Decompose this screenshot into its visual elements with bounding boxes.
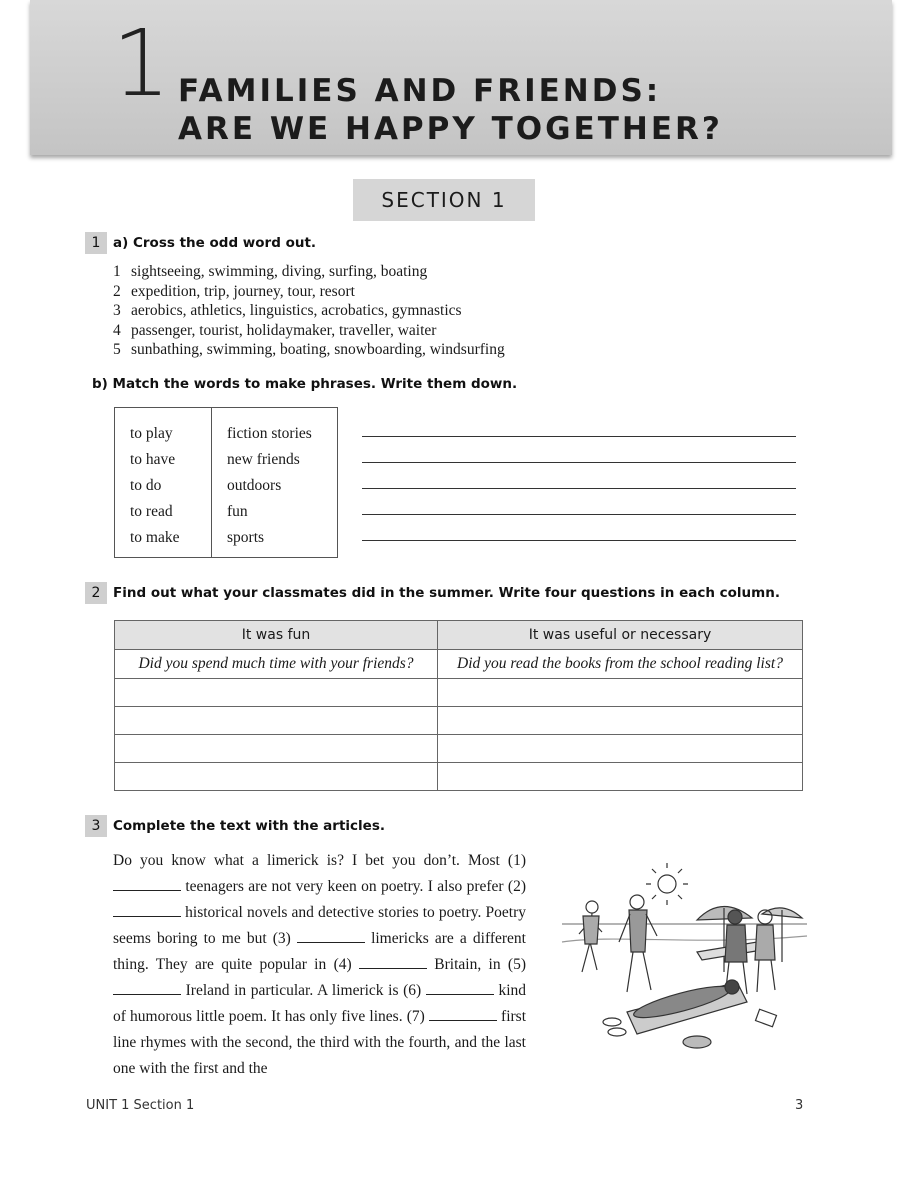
limerick-text: Do you know what a limerick is? I bet you don’t. Most (1) teenagers are not very keen on poetry. I also prefer (2) historical novels and detective stories to poetry. Poetry seems boring to me but (3) limericks are a different thing. They are quite popular in (4) Britain, in (5) Ireland in particular. A limerick is (6) kind of humorous little poem. It has only five lines. (7) first line rhymes with the second, the third with the fourth, and the last one with the first and the (113, 852, 527, 1077)
questions-table (114, 620, 803, 791)
blank-5[interactable] (113, 982, 181, 995)
table-header-row (115, 621, 803, 650)
example-question-fun: Did you spend much time with your friends? (115, 650, 438, 679)
table-row (115, 707, 803, 735)
list-item: 4 passenger, tourist, holidaymaker, traveller, waiter (113, 321, 437, 339)
exercise2-instruction: Find out what your classmates did in the summer. Write four questions in each column. (113, 585, 780, 601)
verb-item: to make (130, 529, 180, 546)
answer-cell[interactable] (438, 763, 803, 791)
column-header-useful: It was useful or necessary (438, 621, 803, 650)
answer-cell[interactable] (438, 735, 803, 763)
column-header-fun: It was fun (115, 621, 438, 650)
example-question-useful: Did you read the books from the school reading list? (438, 650, 803, 679)
answer-cell[interactable] (115, 679, 438, 707)
list-item: 1 sightseeing, swimming, diving, surfing, boating (113, 263, 428, 280)
verb-item: to do (130, 477, 162, 494)
noun-item: fiction stories (227, 425, 312, 442)
verb-item: to play (130, 425, 173, 442)
blank-7[interactable] (429, 1008, 497, 1021)
list-item: 3 aerobics, athletics, linguistics, acrobatics, gymnastics (113, 302, 462, 319)
unit-title (178, 72, 723, 148)
blank-1[interactable] (113, 878, 181, 891)
section-heading: SECTION 1 (353, 179, 535, 221)
footer-unit-label: UNIT 1 Section 1 (86, 1098, 195, 1113)
unit-header-band (30, 0, 892, 155)
exercise1-part-b-instruction: b) Match the words to make phrases. Write them down. (92, 376, 518, 392)
answer-cell[interactable] (115, 763, 438, 791)
unit-number: 1 (112, 10, 171, 117)
answer-cell[interactable] (438, 707, 803, 735)
exercise1-part-a-instruction: a) Cross the odd word out. (113, 235, 317, 251)
noun-item: new friends (227, 451, 300, 468)
verbs-column (115, 408, 212, 557)
list-item: 5 sunbathing, swimming, boating, snowboarding, windsurfing (113, 341, 505, 358)
answer-line[interactable] (362, 436, 796, 437)
blank-3[interactable] (297, 930, 365, 943)
unit-title-line2: ARE WE HAPPY TOGETHER? (178, 111, 723, 147)
noun-item: sports (227, 529, 265, 546)
verb-item: to have (130, 451, 176, 468)
answer-line[interactable] (362, 488, 796, 489)
table-row (115, 735, 803, 763)
noun-item: outdoors (227, 477, 282, 494)
answer-line[interactable] (362, 540, 796, 541)
answer-cell[interactable] (115, 707, 438, 735)
exercise-number-2: 2 (85, 582, 107, 604)
odd-word-list (113, 262, 505, 360)
verb-item: to read (130, 503, 173, 520)
sun-icon (658, 875, 676, 893)
table-row (115, 650, 803, 679)
page-number: 3 (795, 1098, 804, 1113)
unit-title-line1: FAMILIES AND FRIENDS: (178, 73, 662, 109)
nouns-column (212, 408, 312, 557)
word-match-box (114, 407, 338, 558)
exercise-number-3: 3 (85, 815, 107, 837)
answer-cell[interactable] (438, 679, 803, 707)
answer-line[interactable] (362, 514, 796, 515)
answer-cell[interactable] (115, 735, 438, 763)
beach-illustration (557, 862, 812, 1062)
blank-2[interactable] (113, 904, 181, 917)
noun-item: fun (227, 503, 248, 520)
list-item: 2 expedition, trip, journey, tour, resort (113, 282, 355, 300)
exercise3-instruction: Complete the text with the articles. (113, 818, 385, 834)
blank-4[interactable] (359, 956, 427, 969)
blank-6[interactable] (426, 982, 494, 995)
table-row (115, 679, 803, 707)
exercise-number-1: 1 (85, 232, 107, 254)
answer-line[interactable] (362, 462, 796, 463)
table-row (115, 763, 803, 791)
